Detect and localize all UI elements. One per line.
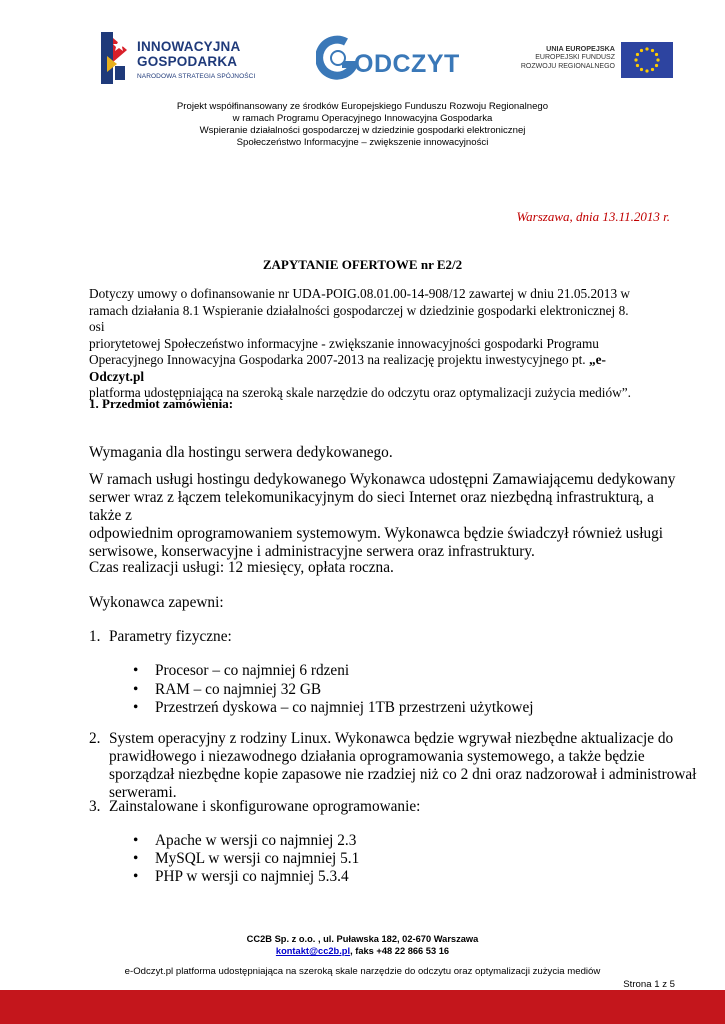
bullet-text: PHP w wersji co najmniej 5.3.4 [155, 868, 349, 885]
eu-flag-icon [621, 42, 673, 78]
project-info [0, 101, 725, 149]
bullet-icon: • [133, 850, 139, 867]
eu-star-icon [655, 64, 658, 67]
eu-star-icon [636, 53, 639, 56]
hosting-paragraph [89, 471, 689, 561]
intro-project-name: „e-Odczyt.pl [89, 352, 606, 384]
requirements-title: Wymagania dla hostingu serwera dedykowanego. [89, 444, 393, 461]
list-number: 2. [89, 730, 101, 747]
eu-logo [520, 42, 673, 80]
project-line: w ramach Programu Operacyjnego Innowacyjna Gospodarka [232, 113, 493, 124]
footer-description: e-Odczyt.pl platforma udostępniająca na szeroką skale narzędzie do odczytu oraz optymalizacji zużycia mediów [124, 966, 601, 977]
fax-text: , faks +48 22 866 53 16 [350, 946, 450, 956]
bullet-item [133, 681, 633, 699]
eu-star-icon [640, 68, 643, 71]
hosting-line: serwisowe, konserwacyjne i administracyjne serwera oraz infrastruktury. [89, 543, 535, 560]
odczyt-logo [316, 34, 466, 82]
eu-star-icon [656, 58, 659, 61]
bullet-item [133, 868, 633, 886]
eu-star-icon [645, 69, 648, 72]
ig-logo-line2: GOSPODARKA [137, 54, 238, 69]
list-text: Parametry fizyczne: [109, 628, 232, 645]
bullet-icon: • [133, 868, 139, 885]
innowacyjna-gospodarka-logo [97, 30, 257, 86]
intro-line: priorytetowej Społeczeństwo informacyjne - zwiększanie innowacyjności gospodarki Programu [89, 335, 599, 351]
intro-line [89, 352, 644, 385]
document-title: ZAPYTANIE OFERTOWE nr E2/2 [262, 257, 463, 272]
eu-logo-line2: EUROPEJSKI FUNDUSZ [535, 54, 615, 61]
eu-star-icon [645, 47, 648, 50]
list-text-line: sporządzał niezbędne kopie zapasowe nie rzadziej niż co 2 dni oraz nadzorował i administrował [109, 766, 697, 783]
project-line: Wspieranie działalności gospodarczej w dziedzinie gospodarki elektronicznej [199, 125, 526, 136]
eu-star-icon [636, 64, 639, 67]
intro-line: Dotyczy umowy o dofinansowanie nr UDA-POIG.08.01.00-14-908/12 zawartej w dniu 21.05.2013 w [89, 286, 631, 301]
list-number: 3. [89, 798, 101, 815]
company-contact [0, 945, 725, 957]
ig-logo-mark-icon [97, 30, 131, 86]
eu-star-icon [640, 49, 643, 52]
list-number: 1. [89, 628, 101, 645]
list-text-line: System operacyjny z rodziny Linux. Wykonawca będzie wgrywał niezbędne aktualizacje do [109, 730, 674, 747]
company-address: CC2B Sp. z o.o. , ul. Puławska 182, 02-670 Warszawa [246, 934, 479, 944]
list-text-line: serwerami. [109, 784, 177, 801]
odczyt-logo-text: ODCZYT [354, 50, 460, 78]
bullet-icon: • [133, 699, 139, 716]
bullet-item [133, 832, 633, 850]
bullet-text: Procesor – co najmniej 6 rdzeni [155, 662, 350, 679]
section-heading: 1. Przedmiot zamówienia: [89, 396, 234, 411]
bullet-text: Przestrzeń dyskowa – co najmniej 1TB przestrzeni użytkowej [155, 699, 534, 716]
page-number: Strona 1 z 5 [623, 979, 675, 990]
list-item [89, 628, 689, 646]
bullet-text: Apache w wersji co najmniej 2.3 [155, 832, 357, 849]
project-line: Projekt współfinansowany ze środków Europejskiego Funduszu Rozwoju Regionalnego [176, 101, 549, 112]
bullet-icon: • [133, 662, 139, 679]
ig-logo-line1: INNOWACYJNA [137, 39, 241, 54]
bullet-icon: • [133, 681, 139, 698]
list-item [89, 730, 697, 802]
footer-bar [0, 990, 725, 1024]
eu-star-icon [651, 68, 654, 71]
bullet-text: MySQL w wersji co najmniej 5.1 [155, 850, 360, 867]
eu-star-icon [655, 53, 658, 56]
hosting-line: serwer wraz z łączem telekomunikacyjnym do sieci Internet oraz niezbędną infrastrukturą, a także z [89, 489, 654, 524]
eu-logo-line3: ROZWOJU REGIONALNEGO [520, 63, 615, 70]
eu-star-icon [651, 49, 654, 52]
bullet-icon: • [133, 832, 139, 849]
bullet-item [133, 699, 633, 717]
list-text [109, 730, 696, 802]
intro-line: ramach działania 8.1 Wspieranie działalności gospodarczej w dziedzinie gospodarki elektronicznej 8. osi [89, 302, 629, 334]
bullet-item [133, 662, 633, 680]
ig-logo-line3: NARODOWA STRATEGIA SPÓJNOŚCI [137, 73, 256, 80]
bullet-item [133, 850, 633, 868]
intro-line-text: Operacyjnego Innowacyjna Gospodarka 2007-2013 na realizację projektu inwestycyjnego pt. [89, 352, 589, 367]
hosting-line: W ramach usługi hostingu dedykowanego Wykonawca udostępni Zamawiającemu dedykowany [89, 471, 676, 488]
contractor-provides: Wykonawca zapewni: [89, 594, 224, 611]
hosting-line: odpowiednim oprogramowaniem systemowym. Wykonawca będzie świadczył również usługi [89, 525, 663, 542]
eu-logo-line1: UNIA EUROPEJSKA [546, 44, 615, 53]
footer-company [0, 933, 725, 957]
realization-time: Czas realizacji usługi: 12 miesięcy, opłata roczna. [89, 559, 394, 576]
list-text-line: prawidłowego i niezawodnego działania oprogramowania systemowego, a także będzie [109, 748, 645, 765]
email-link[interactable]: kontakt@cc2b.pl [275, 946, 351, 956]
document-date: Warszawa, dnia 13.11.2013 r. [516, 209, 670, 224]
intro-line: platforma udostępniająca na szeroką skale narzędzie do odczytu oraz optymalizacji zużycia mediów”. [89, 385, 631, 400]
bullet-text: RAM – co najmniej 32 GB [155, 681, 322, 698]
eu-star-icon [634, 58, 637, 61]
intro-paragraph [89, 286, 644, 402]
project-line: Społeczeństwo Informacyjne – zwiększenie innowacyjności [236, 137, 489, 148]
list-text: Zainstalowane i skonfigurowane oprogramowanie: [109, 798, 421, 815]
list-item [89, 798, 689, 816]
